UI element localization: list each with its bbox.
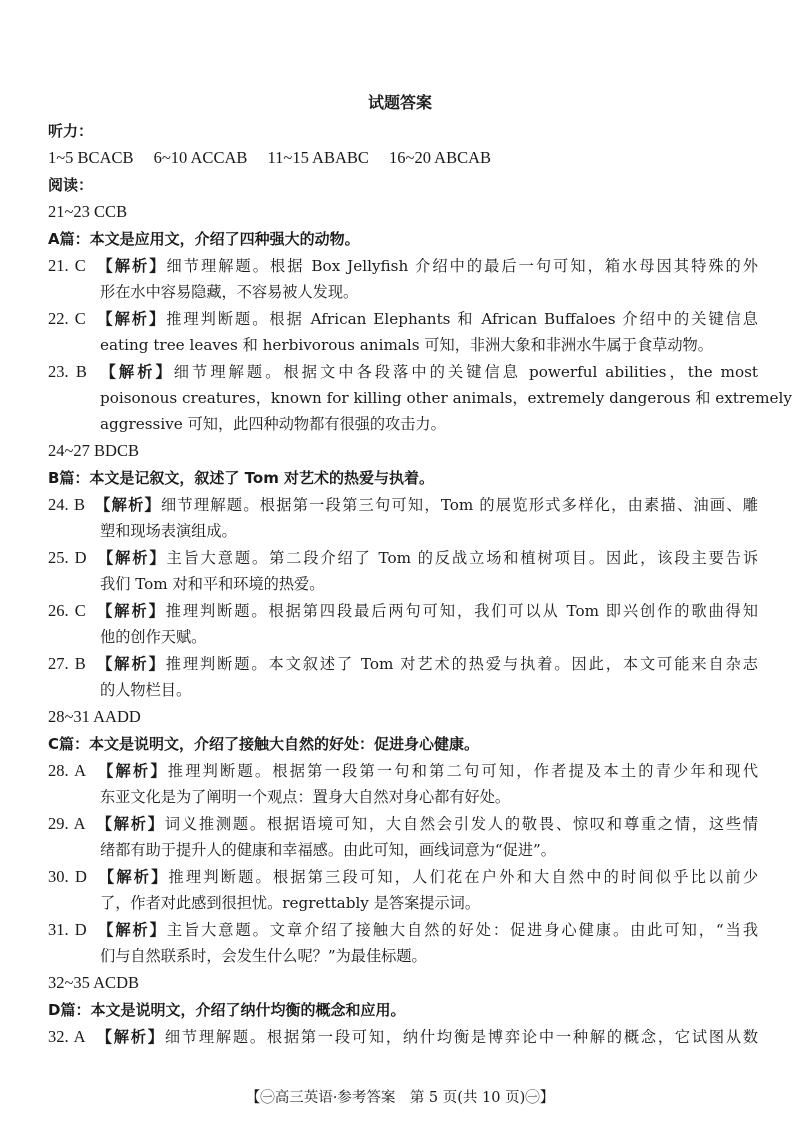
- section-a-intro: A篇：本文是应用文，介绍了四种强大的动物。: [48, 230, 360, 248]
- question-number: 21. C: [48, 256, 86, 275]
- question-32: [48, 1027, 758, 1047]
- question-26: [48, 601, 758, 621]
- explanation-line: 们与自然联系时，会发生什么呢？”为最佳标题。: [100, 947, 427, 965]
- reading-heading: 阅读：: [48, 176, 94, 194]
- listening-answers: [48, 148, 758, 168]
- analysis-tag: 【解析】: [105, 921, 167, 939]
- question-28: [48, 761, 758, 781]
- analysis-tag: 【解析】: [106, 868, 169, 886]
- explanation-line: 推理判断题。本文叙述了 Tom 对艺术的热爱与执着。因此，本文可能来自杂志: [165, 655, 758, 673]
- section-c-intro: C篇：本文是说明文，介绍了接触大自然的好处：促进身心健康。: [48, 735, 480, 753]
- section-a-answers: 21~23 CCB: [48, 202, 128, 221]
- analysis-tag: 【解析】: [105, 257, 167, 275]
- explanation-line: 形在水中容易隐藏，不容易被人发现。: [100, 283, 359, 301]
- explanation-line: 塑和现场表演组成。: [100, 522, 237, 540]
- explanation-line: eating tree leaves 和 herbivorous animals 可知，非洲大象和非洲水牛属于食草动物。: [100, 336, 713, 354]
- listening-heading: 听力：: [48, 122, 94, 140]
- listening-answer-group: 11~15 ABABC: [267, 148, 369, 167]
- explanation-line: 他的创作天赋。: [100, 628, 207, 646]
- question-number: 23. B: [48, 362, 87, 381]
- question-number: 26. C: [48, 601, 86, 620]
- question-number: 29. A: [48, 814, 86, 833]
- explanation-line: 细节理解题。根据文中各段落中的关键信息 powerful abilities，the most: [173, 363, 759, 381]
- question-number: 32. A: [48, 1027, 86, 1046]
- analysis-tag: 【解析】: [105, 310, 167, 328]
- question-31: [48, 920, 758, 940]
- explanation-line: 绪都有助于提升人的健康和幸福感。由此可知，画线词意为“促进”。: [100, 841, 556, 859]
- question-number: 30. D: [48, 867, 87, 886]
- explanation-line: 东亚文化是为了阐明一个观点：置身大自然对身心都有好处。: [100, 788, 511, 806]
- explanation-line: 主旨大意题。第二段介绍了 Tom 的反战立场和植树项目。因此，该段主要告诉: [166, 549, 759, 567]
- listening-answer-group: 1~5 BCACB: [48, 148, 134, 167]
- question-22: [48, 309, 758, 329]
- question-30: [48, 867, 758, 887]
- page-title: 试题答案: [367, 93, 432, 112]
- section-b-intro: B篇：本文是记叙文，叙述了 Tom 对艺术的热爱与执着。: [48, 469, 435, 487]
- explanation-line: 推理判断题。根据第一段第一句和第二句可知，作者提及本土的青少年和现代: [167, 762, 759, 780]
- analysis-tag: 【解析】: [105, 549, 167, 567]
- explanation-line: 主旨大意题。文章介绍了接触大自然的好处：促进身心健康。由此可知，“当我: [166, 921, 759, 939]
- listening-answer-group: 6~10 ACCAB: [153, 148, 248, 167]
- explanation-line: 词义推测题。根据语境可知，大自然会引发人的敬畏、惊叹和尊重之情，这些情: [164, 815, 759, 833]
- section-b-answers: 24~27 BDCB: [48, 441, 139, 460]
- explanation-line: aggressive 可知，此四种动物都有很强的攻击力。: [100, 415, 446, 433]
- question-number: 27. B: [48, 654, 86, 673]
- section-c-answers: 28~31 AADD: [48, 707, 141, 726]
- explanation-line: 了，作者对此感到很担忧。regrettably 是答案提示词。: [100, 894, 481, 912]
- explanation-line: 细节理解题。根据第一段第三句可知，Tom 的展览形式多样化，由素描、油画、雕: [161, 496, 758, 514]
- analysis-tag: 【解析】: [104, 1028, 165, 1046]
- section-d-intro: D篇：本文是说明文，介绍了纳什均衡的概念和应用。: [48, 1001, 406, 1019]
- explanation-line: 细节理解题。根据第一段可知，纳什均衡是博弈论中一种解的概念，它试图从数: [164, 1028, 759, 1046]
- question-number: 31. D: [48, 920, 87, 939]
- question-25: [48, 548, 758, 568]
- question-number: 22. C: [48, 309, 86, 328]
- analysis-tag: 【解析】: [102, 496, 162, 514]
- question-number: 28. A: [48, 761, 86, 780]
- question-number: 24. B: [48, 495, 86, 514]
- explanation-line: 我们 Tom 对和平和环境的热爱。: [100, 575, 325, 593]
- question-23: [48, 362, 758, 382]
- question-number: 25. D: [48, 548, 87, 567]
- explanation-line: 的人物栏目。: [100, 681, 192, 699]
- analysis-tag: 【解析】: [104, 655, 166, 673]
- analysis-tag: 【解析】: [104, 815, 165, 833]
- explanation-line: 推理判断题。根据第三段可知，人们花在户外和大自然中的时间似乎比以前少: [168, 868, 759, 886]
- explanation-line: 推理判断题。根据 African Elephants 和 African Buffaloes 介绍中的关键信息: [166, 310, 758, 328]
- explanation-line: poisonous creatures，known for killing other animals，extremely dangerous 和 extremely: [100, 389, 792, 407]
- section-d-answers: 32~35 ACDB: [48, 973, 139, 992]
- explanation-line: 细节理解题。根据 Box Jellyfish 介绍中的最后一句可知，箱水母因其特殊的外: [166, 257, 758, 275]
- question-21: [48, 256, 758, 276]
- analysis-tag: 【解析】: [104, 602, 166, 620]
- analysis-tag: 【解析】: [105, 762, 168, 780]
- question-27: [48, 654, 758, 674]
- page-footer: 【㊀高三英语·参考答案 第 5 页(共 10 页)㊀】: [245, 1090, 555, 1106]
- question-24: [48, 495, 758, 515]
- listening-answer-group: 16~20 ABCAB: [389, 148, 492, 167]
- analysis-tag: 【解析】: [108, 363, 174, 381]
- explanation-line: 推理判断题。根据第四段最后两句可知，我们可以从 Tom 即兴创作的歌曲得知: [165, 602, 758, 620]
- question-29: [48, 814, 758, 834]
